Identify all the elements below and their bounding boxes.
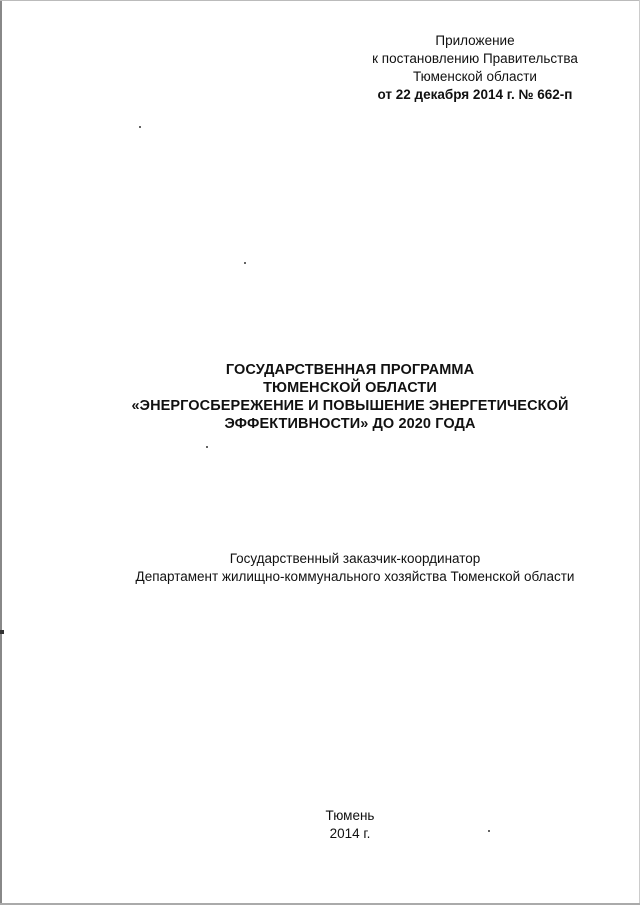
scan-top-edge bbox=[0, 0, 640, 1]
title-line: «ЭНЕРГОСБЕРЕЖЕНИЕ И ПОВЫШЕНИЕ ЭНЕРГЕТИЧЕСКОЙ bbox=[131, 398, 569, 414]
scan-speck bbox=[488, 830, 490, 832]
place-year-block bbox=[250, 807, 450, 843]
appendix-region: Тюменской области bbox=[413, 69, 537, 84]
scan-edge-mark bbox=[0, 630, 4, 634]
title-line: ГОСУДАРСТВЕННАЯ ПРОГРАММА bbox=[225, 362, 475, 378]
year: 2014 г. bbox=[329, 826, 371, 841]
scan-left-edge bbox=[0, 0, 2, 905]
title-line: ЭФФЕКТИВНОСТИ» ДО 2020 ГОДА bbox=[224, 416, 476, 432]
customer-department: Департамент жилищно-коммунального хозяйства Тюменской области bbox=[135, 569, 575, 584]
scan-speck bbox=[244, 262, 246, 264]
customer-block bbox=[70, 550, 640, 586]
customer-role: Государственный заказчик-координатор bbox=[229, 551, 481, 566]
program-title bbox=[120, 361, 580, 433]
scan-speck bbox=[139, 126, 141, 128]
scan-speck bbox=[206, 446, 208, 448]
appendix-label: Приложение bbox=[435, 33, 515, 48]
city: Тюмень bbox=[325, 808, 375, 823]
title-line: ТЮМЕНСКОЙ ОБЛАСТИ bbox=[263, 380, 437, 396]
appendix-resolution: к постановлению Правительства bbox=[372, 51, 578, 66]
appendix-block bbox=[360, 32, 590, 104]
appendix-date-number: от 22 декабря 2014 г. № 662-п bbox=[377, 87, 573, 102]
